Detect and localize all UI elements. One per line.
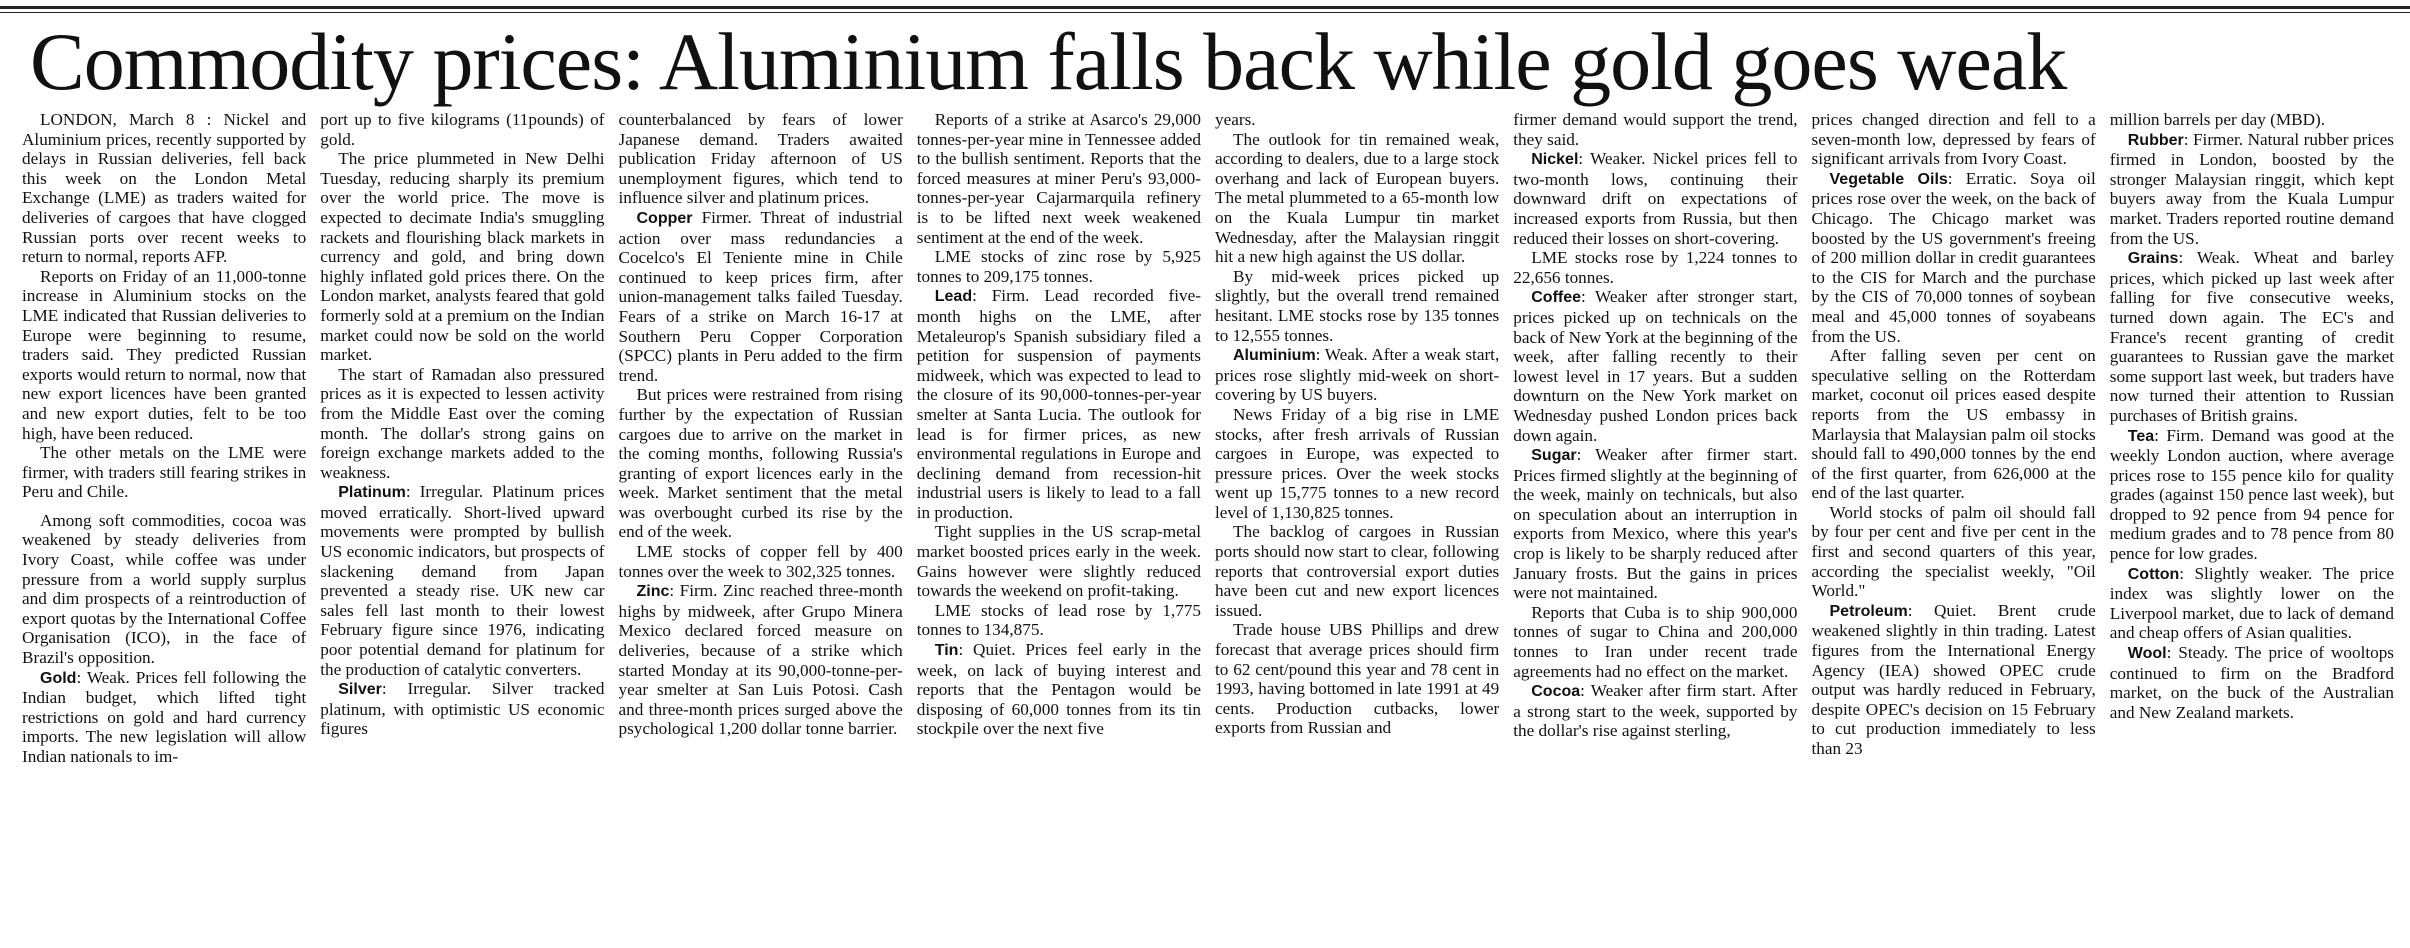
article-paragraph [917, 247, 1201, 286]
paragraph-text: prices changed direction and fell to a seven-month low, depressed by fears of significant arrivals from Ivory Coast. [1811, 110, 2096, 169]
paragraph-text: The outlook for tin remained weak, according to dealers, due to a large stock overhang and lack of European buyers. The metal plummeted to a 65-month low on the Kuala Lumpur tin market Wednesday, after the Malaysian ringgit hit a new high against the US dollar. [1215, 129, 1500, 267]
commodity-label: Sugar [1531, 447, 1577, 465]
column-7 [1812, 110, 2096, 940]
article-paragraph [320, 365, 604, 483]
article-paragraph [1215, 620, 1499, 738]
paragraph-text: : Firmer. Natural rubber prices firmed in London, boosted by the stronger Malaysian ringgit, which kept buyers away from the Kuala Lumpur market. Traders reported routine demand from the US. [2109, 129, 2394, 248]
commodity-label: Vegetable Oils [1829, 170, 1948, 188]
article-paragraph [917, 601, 1201, 640]
commodity-label: Platinum [338, 484, 406, 502]
top-rule [0, 6, 2410, 9]
paragraph-text: : Erratic. Soya oil prices rose over the week, on the back of Chicago. The Chicago market was boosted by the US government's freeing of 200 million dollar in credit guarantees to the CIS for March and the purchase by the CIS of 70,000 tonnes of soybean meal and 45,000 tonnes of soyabeans from the US. [1811, 168, 2096, 346]
paragraph-text: : Slightly weaker. The price index was slightly lower on the Liverpool market, due to lack of demand and cheap offers of Asian qualities. [2109, 563, 2394, 643]
paragraph-text: The price plummeted in New Delhi Tuesday, reducing sharply its premium over the world price. The move is expected to decimate India's smuggling rackets and flourishing black markets in currency and gold, and bring down highly inflated gold prices there. On the London market, analysts feared that gold formerly sold at a premium on the Indian market could now be sold on the world market. [320, 149, 605, 365]
commodity-label: Zinc [636, 583, 670, 601]
column-4 [917, 110, 1201, 940]
article-paragraph [1513, 445, 1797, 603]
article-paragraph [1215, 110, 1499, 130]
column-2 [320, 110, 604, 940]
paragraph-text: : Quiet. Prices feel early in the week, on lack of buying interest and reports that the Pentagon would be disposing of 60,000 tonnes from its tin stockpile over the next five [916, 640, 1201, 739]
article-paragraph [1812, 503, 2096, 601]
paragraph-text: : Weak. Prices fell following the Indian budget, which lifted tight restrictions on gold and hard currency imports. The new legislation will allow Indian nationals to im- [22, 667, 307, 766]
paragraph-text: counterbalanced by fears of lower Japanese demand. Traders awaited publication Friday afternoon of US unemployment figures, which tend to influence silver and platinum prices. [618, 110, 903, 208]
article-paragraph [22, 110, 306, 267]
article-paragraph [2110, 110, 2394, 130]
article-paragraph [2110, 643, 2394, 722]
top-rule-thin [0, 12, 2410, 13]
commodity-label: Cotton [2127, 565, 2180, 583]
article-paragraph [2110, 248, 2394, 425]
article-paragraph [22, 511, 306, 668]
paragraph-text: : Firm. Demand was good at the weekly London auction, where average prices rose to 155 pence kilo for quality grades (against 150 pence last week), but dropped to 92 pence from 94 pence for medium grades and to 78 pence from 80 pence for low grades. [2109, 425, 2394, 564]
article-paragraph [2110, 426, 2394, 564]
paragraph-text: Reports of a strike at Asarco's 29,000 tonnes-per-year mine in Tennessee added to the bullish sentiment. Reports that the forced measures at miner Peru's 93,000-tonnes-per-year Cajarmarquila refinery is to be lifted next week weakened sentiment at the end of the week. [916, 110, 1201, 247]
commodity-label: Tin [934, 642, 959, 660]
column-5 [1215, 110, 1499, 940]
paragraph-text: LME stocks of zinc rose by 5,925 tonnes to 209,175 tonnes. [916, 247, 1201, 286]
paragraph-text: : Firm. Zinc reached three-month highs by midweek, after Grupo Minera Mexico declared forced measure on deliveries, because of a strike which started Monday at its 90,000-tonne-per-year smelter at San Luis Potosi. Cash and three-month prices surged above the psychological 1,200 dollar tonne barrier. [618, 581, 903, 739]
article-paragraph [917, 522, 1201, 600]
article-paragraph [1513, 248, 1797, 287]
commodity-label: Gold [40, 669, 77, 687]
paragraph-text: But prices were restrained from rising further by the expectation of Russian cargoes due to arrive on the market in the coming months, following Russia's granting of export licences early in the week. Market sentiment that the metal was overbought curbed its rise by the end of the week. [618, 385, 903, 542]
article-paragraph [1812, 601, 2096, 759]
article-paragraph [2110, 130, 2394, 249]
article-paragraph [320, 482, 604, 679]
commodity-label: Tea [2127, 427, 2155, 445]
headline: Commodity prices: Aluminium falls back while gold goes weak [30, 16, 2067, 107]
paragraph-text: Trade house UBS Phillips and drew forecast that average prices should firm to 62 cent/pound this year and 78 cent in 1993, having bottomed in late 1991 at 49 cents. Production cutbacks, lower exports from Russian and [1215, 620, 1500, 738]
article-paragraph [1513, 149, 1797, 248]
paragraph-text: : Weaker after firm start. After a strong start to the week, supported by the dollar's rise against sterling, [1513, 681, 1798, 741]
commodity-label: Wool [2127, 645, 2167, 663]
paragraph-text: : Weaker. Nickel prices fell to two-month lows, continuing their downward drift on expectations of increased exports from Russia, but then reduced their losses on short-covering. [1513, 149, 1798, 248]
paragraph-text: : Quiet. Brent crude weakened slightly in thin trading. Latest figures from the International Energy Agency (IEA) showed OPEC crude output was hardly reduced in February, despite OPEC's decision on 15 February to cut production immediately to less than 23 [1811, 600, 2096, 758]
article-paragraph [1215, 130, 1499, 267]
article-paragraph [619, 110, 903, 208]
commodity-label: Cocoa [1531, 683, 1581, 701]
paragraph-text: LME stocks of lead rose by 1,775 tonnes to 134,875. [916, 600, 1201, 640]
paragraph-text: World stocks of palm oil should fall by four per cent and five per cent in the first and second quarters of this year, according the specialist weekly, "Oil World." [1811, 502, 2096, 601]
article-paragraph [619, 581, 903, 739]
paragraph-text: : Firm. Lead recorded five-month highs on the LME, after Metaleurop's Spanish subsidiary filed a petition for suspension of payments midweek, which was expected to lead to the closure of its 90,000-tonnes-per-year smelter at Santa Lucia. The outlook for lead is for firmer prices, as new environmental regulations in Europe and declining demand from recession-hit industrial users is likely to lead to a fall in production. [916, 286, 1201, 522]
article-paragraph [619, 385, 903, 542]
article-paragraph [619, 542, 903, 581]
article-paragraph [619, 208, 903, 385]
column-1 [22, 110, 306, 940]
article-paragraph [22, 267, 306, 443]
commodity-label: Rubber [2127, 131, 2184, 149]
article-paragraph [22, 668, 306, 767]
article-paragraph [1812, 110, 2096, 169]
article-paragraph [1513, 287, 1797, 445]
article-paragraph [1812, 346, 2096, 503]
paragraph-text: : Weaker after firmer start. Prices firmed slightly at the beginning of the week, mainly on technicals, but also on speculation about an interruption in exports from Mexico, where this year's crop is likely to be sharply reduced after January frosts. But the gains in prices were not maintained. [1513, 445, 1798, 603]
paragraph-text: firmer demand would support the trend, they said. [1513, 110, 1798, 149]
paragraph-text: : Irregular. Silver tracked platinum, with optimistic US economic figures [320, 679, 605, 739]
article-paragraph [1215, 345, 1499, 405]
article-paragraph [1215, 522, 1499, 620]
article-paragraph [1513, 110, 1797, 149]
column-8 [2110, 110, 2394, 940]
paragraph-text: LONDON, March 8 : Nickel and Aluminium prices, recently supported by delays in Russian deliveries, fell back this week on the London Metal Exchange (LME) as traders waited for deliveries of cargoes that have clogged Russian ports over recent weeks to return to normal, reports AFP. [22, 110, 307, 267]
paragraph-text: The backlog of cargoes in Russian ports should now start to clear, following reports that controversial export duties have been cut and new export licences issued. [1215, 522, 1500, 620]
commodity-label: Coffee [1531, 289, 1582, 307]
paragraph-text: years. [1215, 110, 1256, 129]
article-paragraph [320, 149, 604, 365]
paragraph-text: : Weaker after stronger start, prices picked up on technicals on the back of New York at the beginning of the week, after falling recently to their lowest level in 17 years. But a sudden downturn on the New York market on Wednesday pushed London prices back down again. [1513, 287, 1798, 445]
commodity-label: Grains [2127, 250, 2179, 268]
article-paragraph [1513, 681, 1797, 741]
commodity-label: Lead [934, 288, 973, 306]
article-paragraph [320, 679, 604, 739]
paragraph-text: : Irregular. Platinum prices moved erratically. Short-lived upward movements were prompted by bullish US economic indicators, but prospects of slackening demand from Japan prevented a steady rise. UK new car sales fell last month to their lowest February figure since 1976, indicating poor potential demand for platinum for the production of catalytic converters. [320, 482, 605, 679]
article-paragraph [1215, 405, 1499, 523]
paragraph-text: By mid-week prices picked up slightly, but the overall trend remained hesitant. LME stocks rose by 135 tonnes to 12,555 tonnes. [1215, 266, 1500, 345]
commodity-label: Nickel [1531, 151, 1579, 169]
paragraph-text: Reports that Cuba is to ship 900,000 tonnes of sugar to China and 200,000 tonnes to Iran under recent trade agreements had no effect on the market. [1513, 602, 1798, 681]
paragraph-text: Firmer. Threat of industrial action over mass redundancies a Cocelco's El Teniente mine in Chile continued to keep prices firm, after union-management talks failed Tuesday. Fears of a strike on March 16-17 at Southern Peru Copper Corporation (SPCC) plants in Peru added to the firm trend. [618, 207, 903, 385]
paragraph-text: LME stocks rose by 1,224 tonnes to 22,656 tonnes. [1513, 248, 1798, 287]
paragraph-text: : Weak. Wheat and barley prices, which picked up last week after falling for five consecutive weeks, turned down again. The EC's and France's recent granting of credit guarantees to Russian gave the market some support last week, but traders have now turned their attention to Russian purchases of British grains. [2109, 248, 2394, 425]
paragraph-text: LME stocks of copper fell by 400 tonnes over the week to 302,325 tonnes. [618, 542, 903, 581]
paragraph-text: million barrels per day (MBD). [2109, 110, 2326, 129]
article-paragraph [2110, 564, 2394, 643]
column-3 [619, 110, 903, 940]
paragraph-text: News Friday of a big rise in LME stocks, after fresh arrivals of Russian cargoes in Europe, was expected to pressure prices. Over the week stocks went up 15,775 tonnes to a new record level of 1,130,825 tonnes. [1215, 404, 1500, 522]
article-paragraph [917, 640, 1201, 739]
article-paragraph [1812, 169, 2096, 346]
article-paragraph [1513, 603, 1797, 681]
column-6 [1513, 110, 1797, 940]
paragraph-text: The other metals on the LME were firmer, with traders still fearing strikes in Peru and Chile. [22, 443, 307, 502]
paragraph-text: The start of Ramadan also pressured prices as it is expected to lessen activity from the Middle East over the coming month. The dollar's strong gains on foreign exchange markets added to the weakness. [320, 364, 605, 482]
commodity-label: Petroleum [1829, 602, 1908, 620]
article-paragraph [917, 286, 1201, 522]
commodity-label: Aluminium [1233, 347, 1316, 365]
paragraph-text: Among soft commodities, cocoa was weakened by steady deliveries from Ivory Coast, while coffee was under pressure from a world supply surplus and dim prospects of a reintroduction of export quotas by the International Coffee Organisation (ICO), in the face of Brazil's opposition. [22, 510, 307, 668]
paragraph-text: : Steady. The price of wooltops continued to firm on the Bradford market, on the buck of the Australian and New Zealand markets. [2109, 643, 2394, 722]
paragraph-text: Reports on Friday of an 11,000-tonne increase in Aluminium stocks on the LME indicated that Russian deliveries to Europe were beginning to resume, traders said. They predicted Russian exports would return to normal, now that new export licences have been granted and new export duties, felt to be too high, have been reduced. [22, 266, 307, 443]
article-paragraph [1215, 267, 1499, 345]
paragraph-text: : Weak. After a weak start, prices rose slightly mid-week on short-covering by US buyers. [1215, 345, 1500, 405]
commodity-label: Silver [338, 681, 382, 699]
article-paragraph [320, 110, 604, 149]
article-columns [22, 110, 2394, 940]
paragraph-text: Tight supplies in the US scrap-metal market boosted prices early in the week. Gains however were slightly reduced towards the weekend on profit-taking. [916, 522, 1201, 601]
paragraph-text: port up to five kilograms (11pounds) of gold. [320, 110, 605, 149]
commodity-label: Copper [636, 209, 693, 227]
article-paragraph [22, 443, 306, 502]
paragraph-text: After falling seven per cent on speculative selling on the Rotterdam market, coconut oil prices eased despite reports from the US embassy in Marlaysia that Malaysian palm oil stocks should fall to 490,000 tonnes by the end of the first quarter, from 626,000 at the end of the last quarter. [1811, 346, 2096, 503]
article-paragraph [917, 110, 1201, 247]
